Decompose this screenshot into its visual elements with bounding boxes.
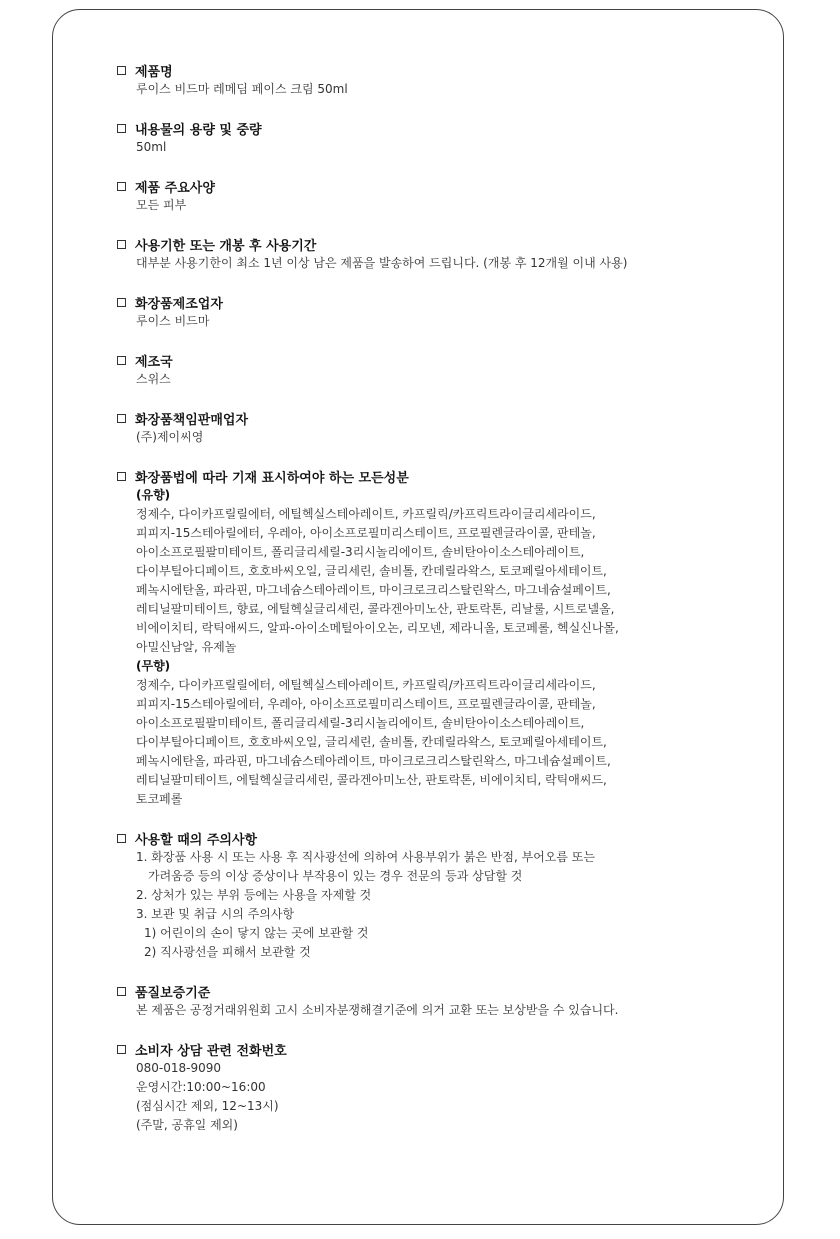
contact-holidays: (주말, 공휴일 제외) [136,1118,238,1132]
caution-item: 1. 화장품 사용 시 또는 사용 후 직사광선에 의하여 사용부위가 붉은 반점, 부어오름 또는 [136,850,595,864]
section-text: 모든 피부 [136,198,187,212]
ingredient-line: 피피지-15스테아릴에터, 우레아, 아이소프로필미리스테이트, 프로필렌글라이콜, 판테놀, [136,697,596,711]
section-text: 루이스 비드마 레메딤 페이스 크림 50ml [136,82,348,96]
section-title: 사용기한 또는 개봉 후 사용기간 [135,238,317,254]
section-text: 스위스 [136,372,171,386]
section-volume [117,118,757,157]
ingredient-line: 피피지-15스테아릴에터, 우레아, 아이소프로필미리스테이트, 프로필렌글라이콜, 판테놀, [136,526,596,540]
unscented-label: (무향) [136,659,171,673]
checkbox-icon [117,834,126,843]
section-title: 품질보증기준 [135,985,211,1001]
scented-label: (유향) [136,488,171,502]
section-title: 화장품제조업자 [135,296,223,312]
caution-item: 3. 보관 및 취급 시의 주의사항 [136,907,295,921]
contact-phone: 080-018-9090 [136,1061,222,1075]
section-title: 화장품법에 따라 기재 표시하여야 하는 모든성분 [135,470,409,486]
ingredient-line: 정제수, 다이카프릴릴에터, 에틸헥실스테아레이트, 카프릴릭/카프릭트라이글리세라이드, [136,507,596,521]
contact-lunch: (점심시간 제외, 12~13시) [136,1099,279,1113]
checkbox-icon [117,298,126,307]
section-title: 소비자 상담 관련 전화번호 [135,1043,287,1059]
ingredient-line: 레티닐팔미테이트, 에틸헥실글리세린, 콜라겐아미노산, 판토락톤, 비에이치티, 락틱애씨드, [136,773,607,787]
contact-hours: 운영시간:10:00~16:00 [136,1080,266,1094]
scented-ingredient-list [136,505,757,657]
ingredient-line: 페녹시에탄올, 파라핀, 마그네슘스테아레이트, 마이크로크리스탈린왁스, 마그네슘설페이트, [136,583,611,597]
section-title: 제품 주요사양 [135,180,215,196]
checkbox-icon [117,66,126,75]
checkbox-icon [117,1045,126,1054]
section-expiry [117,234,757,273]
ingredient-line: 아이소프로필팔미테이트, 폴리글리세릴-3리시놀리에이트, 솔비탄아이소스테아레이트, [136,716,585,730]
checkbox-icon [117,356,126,365]
ingredient-line: 다이부틸아디페이트, 호호바씨오일, 글리세린, 솔비톨, 칸데릴라왁스, 토코페릴아세테이트, [136,564,607,578]
section-title: 화장품책임판매업자 [135,412,249,428]
ingredient-line: 다이부틸아디페이트, 호호바씨오일, 글리세린, 솔비톨, 칸데릴라왁스, 토코페릴아세테이트, [136,735,607,749]
section-title: 제품명 [135,64,173,80]
caution-item: 2. 상처가 있는 부위 등에는 사용을 자제할 것 [136,888,372,902]
checkbox-icon [117,472,126,481]
section-cautions [117,828,757,962]
section-product-name [117,60,757,99]
section-ingredients [117,466,757,809]
section-title: 제조국 [135,354,173,370]
section-country [117,350,757,389]
ingredient-line: 정제수, 다이카프릴릴에터, 에틸헥실스테아레이트, 카프릴릭/카프릭트라이글리세라이드, [136,678,596,692]
caution-item: 가려움증 등의 이상 증상이나 부작용이 있는 경우 전문의 등과 상담할 것 [148,869,523,883]
section-title: 사용할 때의 주의사항 [135,832,258,848]
checkbox-icon [117,124,126,133]
caution-item: 1) 어린이의 손이 닿지 않는 곳에 보관할 것 [144,926,369,940]
ingredient-line: 아밀신남알, 유제놀 [136,640,237,654]
section-manufacturer [117,292,757,331]
section-text: 루이스 비드마 [136,314,210,328]
caution-item: 2) 직사광선을 피해서 보관할 것 [144,945,311,959]
section-title: 내용물의 용량 및 중량 [135,122,262,138]
section-quality [117,981,757,1020]
checkbox-icon [117,987,126,996]
section-text: 본 제품은 공정거래위원회 고시 소비자분쟁해결기준에 의거 교환 또는 보상받을 수 있습니다. [136,1003,619,1017]
ingredient-line: 비에이치티, 락틱애씨드, 알파-아이소메틸아이오논, 리모넨, 제라니올, 토코페롤, 헥실신나몰, [136,621,619,635]
section-text: 50ml [136,140,167,154]
section-text: 대부분 사용기한이 최소 1년 이상 남은 제품을 발송하여 드립니다. (개봉 후 12개월 이내 사용) [136,256,628,270]
section-contact [117,1039,757,1135]
unscented-ingredient-list [136,676,757,809]
checkbox-icon [117,182,126,191]
checkbox-icon [117,414,126,423]
ingredient-line: 아이소프로필팔미테이트, 폴리글리세릴-3리시놀리에이트, 솔비탄아이소스테아레이트, [136,545,585,559]
ingredient-line: 레티닐팔미테이트, 향료, 에틸헥실글리세린, 콜라겐아미노산, 판토락톤, 리날룰, 시트로넬올, [136,602,615,616]
product-info-list [117,60,757,1154]
ingredient-line: 토코페롤 [136,792,183,806]
section-text: (주)제이씨영 [136,430,204,444]
ingredient-line: 페녹시에탄올, 파라핀, 마그네슘스테아레이트, 마이크로크리스탈린왁스, 마그네슘설페이트, [136,754,611,768]
checkbox-icon [117,240,126,249]
section-distributor [117,408,757,447]
section-main-spec [117,176,757,215]
